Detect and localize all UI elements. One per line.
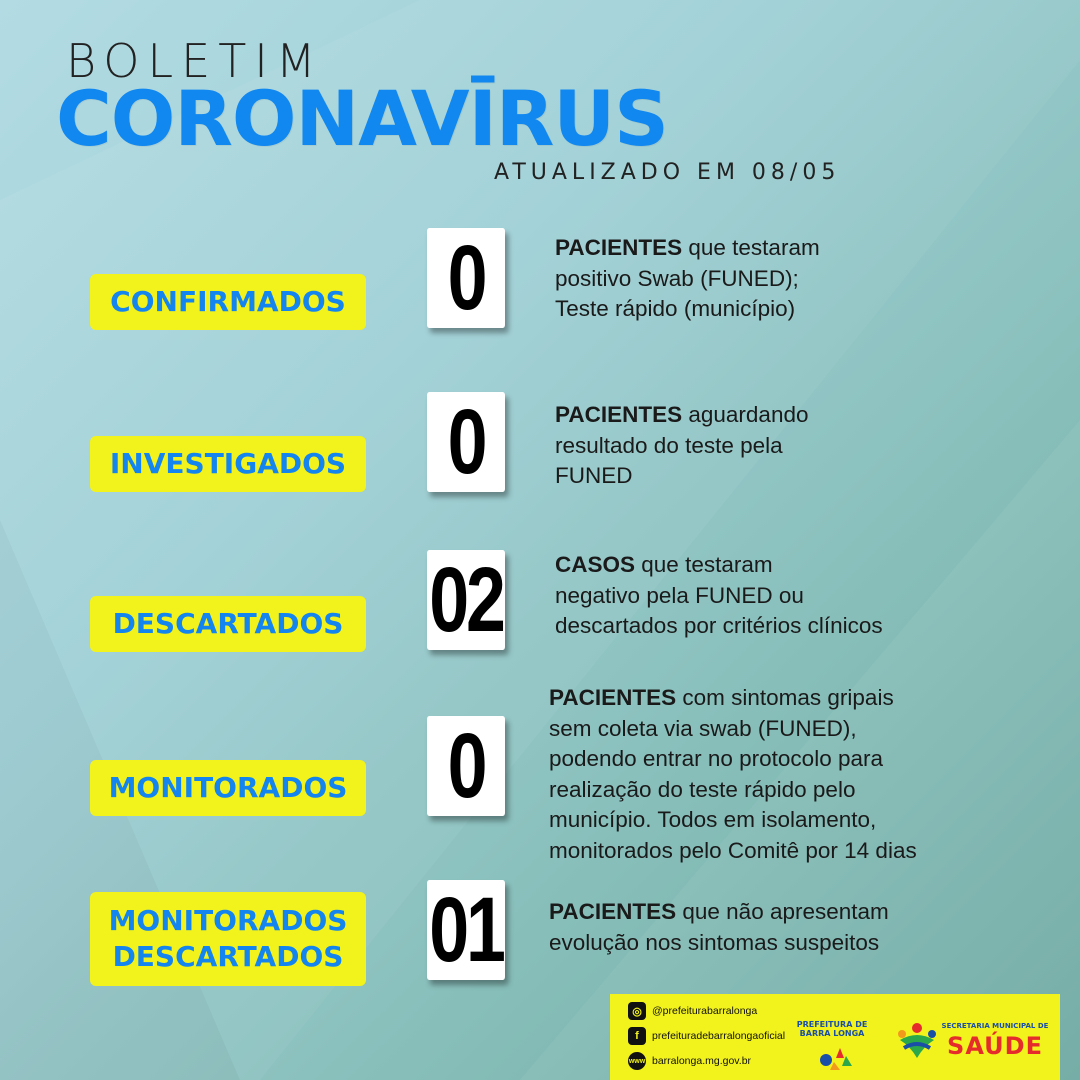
label-text: CONFIRMADOS (110, 285, 346, 318)
desc-line: Teste rápido (município) (555, 296, 796, 321)
desc-line: descartados por critérios clínicos (555, 613, 883, 638)
desc-bold: PACIENTES (549, 685, 677, 710)
label-text: DESCARTADOS (112, 607, 344, 640)
desc-line: que testaram (641, 552, 773, 577)
desc-line: negativo pela FUNED ou (555, 582, 804, 608)
title-coronavirus: CORONAVĪRUS (56, 74, 668, 163)
desc-line: que não apresentam (682, 899, 889, 924)
prefeitura-logo: PREFEITURA DE BARRA LONGA (796, 1020, 868, 1038)
label-text: MONITORADOS (108, 771, 348, 804)
secretaria-label: SECRETARIA MUNICIPAL DE (941, 1022, 1049, 1030)
title-boletim: BOLETIM (66, 34, 324, 88)
desc-monitorados-descartados (549, 897, 889, 958)
instagram-icon: ◎ (628, 1002, 646, 1020)
label-confirmados (90, 274, 366, 330)
desc-line: com sintomas gripais (682, 685, 894, 710)
label-monitorados (90, 760, 366, 816)
desc-line: evolução nos sintomas suspeitos (549, 929, 880, 955)
website-url: barralonga.mg.gov.br (652, 1055, 752, 1067)
label-investigados (90, 436, 366, 492)
saude-logo-icon (894, 1018, 940, 1064)
footer-bar (610, 994, 1060, 1080)
count-value: 0 (447, 714, 485, 817)
globe-icon: www (628, 1052, 646, 1070)
desc-bold: PACIENTES (555, 235, 683, 260)
count-investigados (427, 392, 505, 492)
label-text: DESCARTADOS (112, 940, 344, 973)
desc-bold: PACIENTES (549, 899, 677, 924)
desc-bold: PACIENTES (555, 402, 683, 427)
instagram-link[interactable] (628, 1002, 757, 1020)
instagram-handle: @prefeiturabarralonga (652, 1005, 758, 1017)
count-value: 0 (447, 390, 485, 493)
count-confirmados (427, 228, 505, 328)
count-value: 02 (429, 548, 503, 651)
facebook-icon: f (628, 1027, 646, 1045)
desc-line: podendo entrar no protocolo para (549, 746, 883, 771)
desc-line: monitorados pelo Comitê por 14 dias (549, 837, 917, 863)
desc-descartados (555, 550, 883, 642)
desc-line: realização do teste rápido pelo (549, 776, 856, 802)
website-link[interactable] (628, 1052, 751, 1070)
label-text: MONITORADOS (108, 904, 348, 937)
desc-line: aguardando (688, 402, 809, 427)
saude-label: SAÚDE (947, 1032, 1043, 1060)
desc-line: que testaram (688, 235, 820, 260)
desc-bold: CASOS (555, 552, 636, 577)
desc-confirmados (555, 233, 820, 325)
desc-line: resultado do teste pela (555, 432, 783, 458)
updated-date: ATUALIZADO EM 08/05 (494, 160, 841, 185)
desc-investigados (555, 400, 809, 492)
desc-line: FUNED (555, 463, 633, 488)
label-descartados (90, 596, 366, 652)
label-monitorados-descartados (90, 892, 366, 986)
facebook-handle: prefeituradebarralongaoficial (652, 1030, 786, 1042)
label-text: INVESTIGADOS (109, 447, 347, 480)
facebook-link[interactable] (628, 1027, 785, 1045)
desc-line: município. Todos em isolamento, (549, 807, 877, 832)
count-monitorados (427, 716, 505, 816)
desc-line: sem coleta via swab (FUNED), (549, 715, 857, 741)
count-monitorados-descartados (427, 880, 505, 980)
count-descartados (427, 550, 505, 650)
desc-line: positivo Swab (FUNED); (555, 265, 799, 291)
count-value: 01 (429, 878, 503, 981)
desc-monitorados (549, 683, 917, 866)
count-value: 0 (447, 226, 485, 329)
prefeitura-emblem-icon (816, 1042, 856, 1072)
